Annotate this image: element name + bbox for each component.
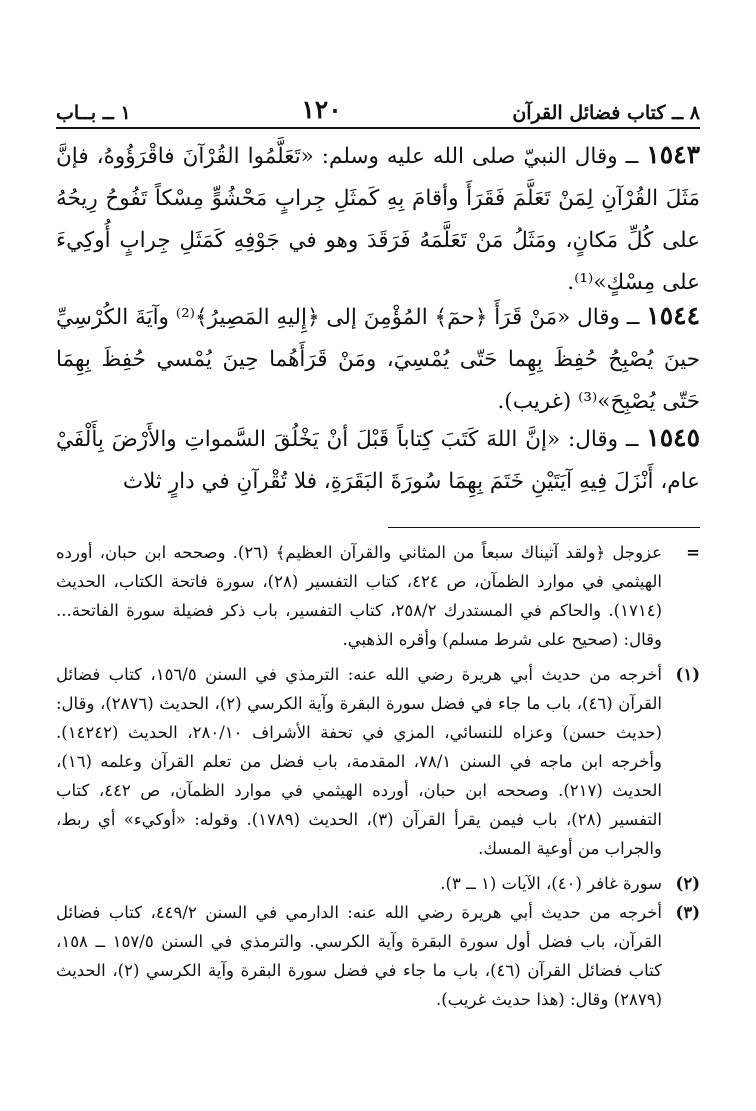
footnote-divider — [388, 527, 700, 528]
hadith-entry — [56, 417, 700, 503]
footnotes — [56, 538, 700, 1020]
footnote-mark: (١) — [675, 665, 700, 684]
section-title: ١ ــ بــاب — [56, 102, 131, 124]
footnote-text: عزوجل ﴿ولقد آتيناك سبعاً من المثاني والقرآن العظيم﴾ (٢٦). وصححه ابن حبان، أورده الهيثمي في موارد الظمآن، ص ٤٢٤، كتاب التفسير (٢٨)، سورة فاتحة الكتاب، الحديث (١٧١٤). والحاكم في المستدرك ٢٥٨/٢، كتاب التفسير، باب ذكر فضيلة سورة الفاتحة... وقال: (صحيح على شرط مسلم) وأقره الذهبي. — [56, 543, 662, 649]
footnote — [56, 538, 700, 654]
footnote-text: أخرجه من حديث أبي هريرة رضي الله عنه: الدارمي في السنن ٤٤٩/٢، كتاب فضائل القرآن، باب فضل أول سورة البقرة وآية الكرسي. والترمذي في السنن ١٥٧/٥ ــ ١٥٨، كتاب فضائل القرآن (٤٦)، باب ما جاء في فضل سورة البقرة وآية الكرسي (٢)، الحديث (٢٨٧٩) وقال: (هذا حديث غريب). — [56, 903, 662, 1009]
footnote — [56, 869, 700, 898]
hadith-number: ١٥٤٤ — [646, 301, 700, 330]
hadith-entry — [56, 134, 700, 304]
running-header — [56, 84, 700, 124]
footnote-mark: = — [686, 543, 700, 562]
hadith-number: ١٥٤٥ — [646, 423, 700, 452]
chapter-title: ٨ ــ كتاب فضائل القرآن — [512, 102, 700, 124]
hadith-number: ١٥٤٣ — [646, 140, 700, 169]
page-number: ١٢٠ — [301, 95, 342, 124]
hadith-text: ــ وقال: «إنَّ اللهَ كَتَبَ كِتاباً قَبْلَ أنْ يَخْلُقَ السَّمواتِ والأَرْضَ بِأَلْفَيْ عام، أَنْزَلَ فِيهِ آيَتَيْنِ خَتَمَ بِهِمَا سُورَةَ البَقَرَةِ، فلا تُقْرآنِ في دارٍ ثلاث — [56, 427, 700, 494]
hadith-text: ــ وقال «مَنْ قَرَأَ ﴿حمٓ﴾ المُؤْمِنَ إلى ﴿إِليهِ المَصِيرُ﴾⁽²⁾ وآيَةَ الكُرْسِيِّ حينَ يُصْبِحُ حُفِظَ بِهِما حَتّى يُمْسِيَ، ومَنْ قَرَأَهُما حِينَ يُمْسي حُفِظَ بِهِمَا حَتّى يُصْبِحَ»⁽³⁾ (غريب). — [56, 305, 700, 414]
footnote-mark: (٣) — [675, 903, 700, 922]
footnote-text: أخرجه من حديث أبي هريرة رضي الله عنه: الترمذي في السنن ١٥٦/٥، كتاب فضائل القرآن (٤٦)، باب ما جاء في فضل سورة البقرة وآية الكرسي (٢)، الحديث (٢٨٧٦)، وقال: (حديث حسن) وعزاه للنسائي، المزي في تحفة الأشراف ٢٨٠/١٠، الحديث (١٤٢٤٢). وأخرجه ابن ماجه في السنن ٧٨/١، المقدمة، باب فضل من تعلم القرآن وعلمه (١٦)، الحديث (٢١٧). وصححه ابن حبان، أورده الهيثمي في موارد الظمآن، ص ٤٤٢، كتاب التفسير (٢٨)، باب فيمن يقرأ القرآن (٣)، الحديث (١٧٨٩). وقوله: «أوكيء» أي ربط، والجراب من أوعية المسك. — [56, 665, 663, 858]
hadith-entry — [56, 295, 700, 423]
hadith-text: ــ وقال النبيّ صلى الله عليه وسلم: «تَعَلَّمُوا القُرْآنَ فاقْرَؤُوهُ، فإنَّ مَثَلَ القُرْآنِ لِمَنْ تَعَلَّمَ فَقَرَأَ وأقامَ بِهِ كَمثَلِ جِرابٍ مَحْشُوٍّ مِسْكاً تَفُوحُ رِيحُهُ على كُلِّ مَكانٍ، ومَثَلُ مَنْ تَعَلَّمَهُ فَرَقَدَ وهو في جَوْفِهِ كَمَثَلِ جِرابٍ أُوكِيءَ على مِسْكٍ»⁽¹⁾. — [56, 144, 700, 295]
footnote — [56, 898, 700, 1014]
footnote-mark: (٢) — [675, 874, 700, 893]
footnote — [56, 660, 700, 863]
header-divider — [56, 127, 700, 129]
footnote-text: سورة غافر (٤٠)، الآيات (١ ــ ٣). — [440, 874, 662, 893]
